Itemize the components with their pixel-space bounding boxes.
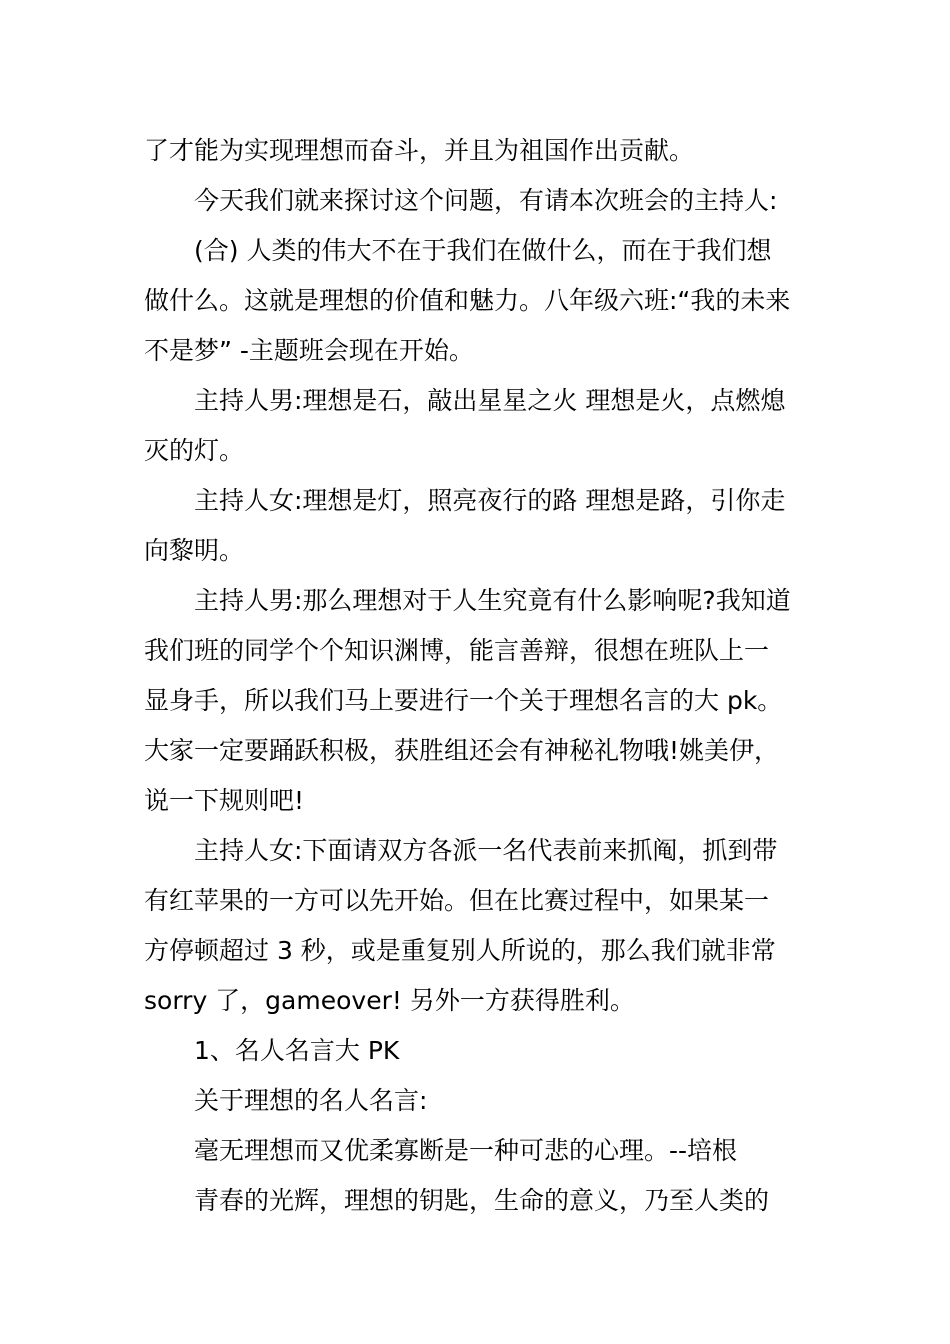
text-line: 1、名人名言大 PK [194, 1036, 400, 1065]
text-line: 主持人女:下面请双方各派一名代表前来抓阄，抓到带 [194, 836, 778, 865]
text-line: 我们班的同学个个知识渊博，能言善辩，很想在班队上一 [144, 636, 770, 665]
text-line: 灭的灯。 [144, 436, 245, 465]
text-line: 青春的光辉，理想的钥匙，生命的意义，乃至人类的 [194, 1186, 770, 1215]
text-line: 做什么。这就是理想的价值和魅力。八年级六班:“我的未来 [144, 286, 791, 315]
text-line: 今天我们就来探讨这个问题，有请本次班会的主持人: [194, 186, 778, 215]
text-line: sorry 了，gameover! 另外一方获得胜利。 [144, 986, 635, 1015]
text-line: 关于理想的名人名言: [194, 1086, 428, 1115]
text-line: 主持人男:理想是石，敲出星星之火 理想是火，点燃熄 [194, 386, 786, 415]
text-line: 方停顿超过 3 秒，或是重复别人所说的，那么我们就非常 [144, 936, 776, 965]
text-line: 毫无理想而又优柔寡断是一种可悲的心理。--培根 [194, 1136, 738, 1165]
text-line: 向黎明。 [144, 536, 245, 565]
text-line: 主持人男:那么理想对于人生究竟有什么影响呢?我知道 [194, 586, 791, 615]
text-line: 了才能为实现理想而奋斗，并且为祖国作出贡献。 [144, 136, 695, 165]
text-line: 大家一定要踊跃积极，获胜组还会有神秘礼物哦!姚美伊， [144, 736, 780, 765]
text-line: (合) 人类的伟大不在于我们在做什么，而在于我们想 [194, 236, 772, 265]
text-line: 说一下规则吧! [144, 786, 305, 815]
text-line: 不是梦” -主题班会现在开始。 [144, 336, 474, 365]
text-line: 有红苹果的一方可以先开始。但在比赛过程中，如果某一 [144, 886, 770, 915]
document-body [144, 126, 809, 1226]
text-line: 主持人女:理想是灯，照亮夜行的路 理想是路，引你走 [194, 486, 786, 515]
text-line: 显身手，所以我们马上要进行一个关于理想名言的大 pk。 [144, 686, 783, 715]
